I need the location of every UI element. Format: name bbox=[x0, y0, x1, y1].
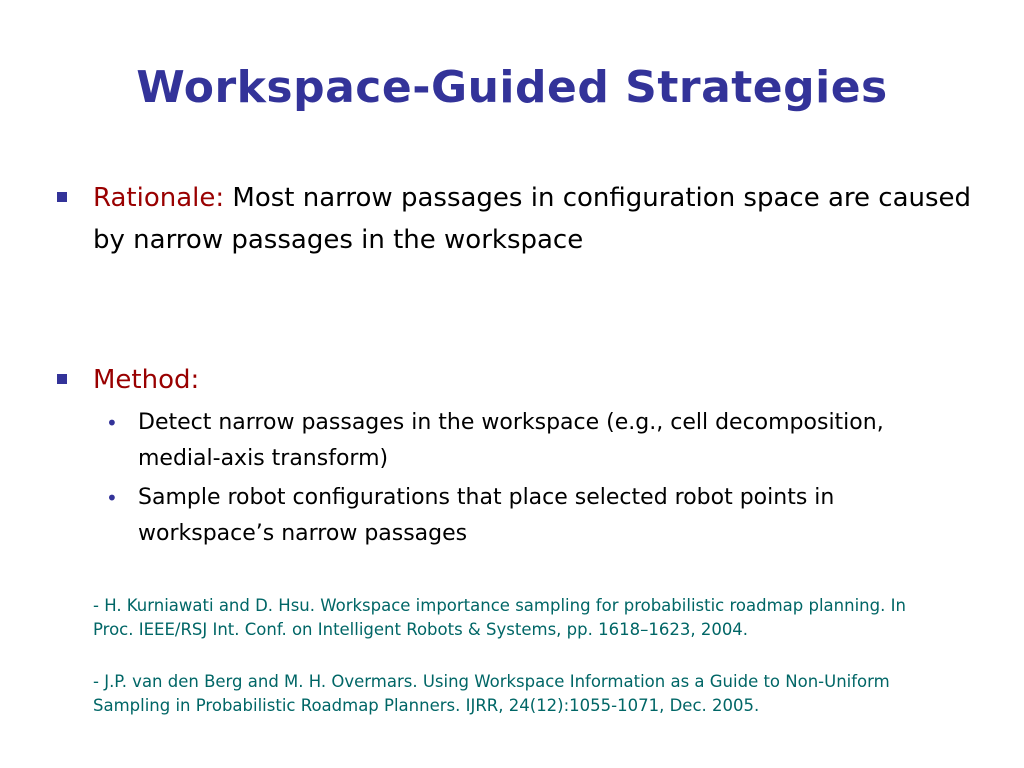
sub-bullet-text: Detect narrow passages in the workspace (e.g., cell decomposition, medial-axis transform) bbox=[138, 410, 884, 471]
sub-bullet-detect bbox=[106, 405, 968, 477]
bullet-method bbox=[93, 359, 973, 401]
slide-title: Workspace-Guided Strategies bbox=[136, 62, 888, 113]
square-bullet-icon bbox=[57, 374, 67, 384]
bullet-label: Rationale: bbox=[93, 183, 225, 213]
sub-bullet-sample bbox=[106, 480, 968, 552]
sub-bullet-text: Sample robot configurations that place selected robot points in workspace’s narrow passages bbox=[138, 485, 835, 546]
dot-bullet-icon: • bbox=[106, 486, 118, 510]
bullet-label: Method: bbox=[93, 365, 200, 395]
bullet-text: Most narrow passages in configuration space are caused by narrow passages in the workspace bbox=[93, 183, 972, 255]
dot-bullet-icon: • bbox=[106, 411, 118, 435]
bullet-rationale bbox=[93, 177, 973, 261]
square-bullet-icon bbox=[57, 192, 67, 202]
reference-kurniawati: - H. Kurniawati and D. Hsu. Workspace importance sampling for probabilistic roadmap planning. In Proc. IEEE/RSJ Int. Conf. on Intelligent Robots & Systems, pp. 1618–1623, 2004. bbox=[93, 596, 906, 639]
reference-vandenberg: - J.P. van den Berg and M. H. Overmars. Using Workspace Information as a Guide to Non-Uniform Sampling in Probabilistic Roadmap Planners. IJRR, 24(12):1055-1071, Dec. 2005. bbox=[93, 672, 890, 715]
